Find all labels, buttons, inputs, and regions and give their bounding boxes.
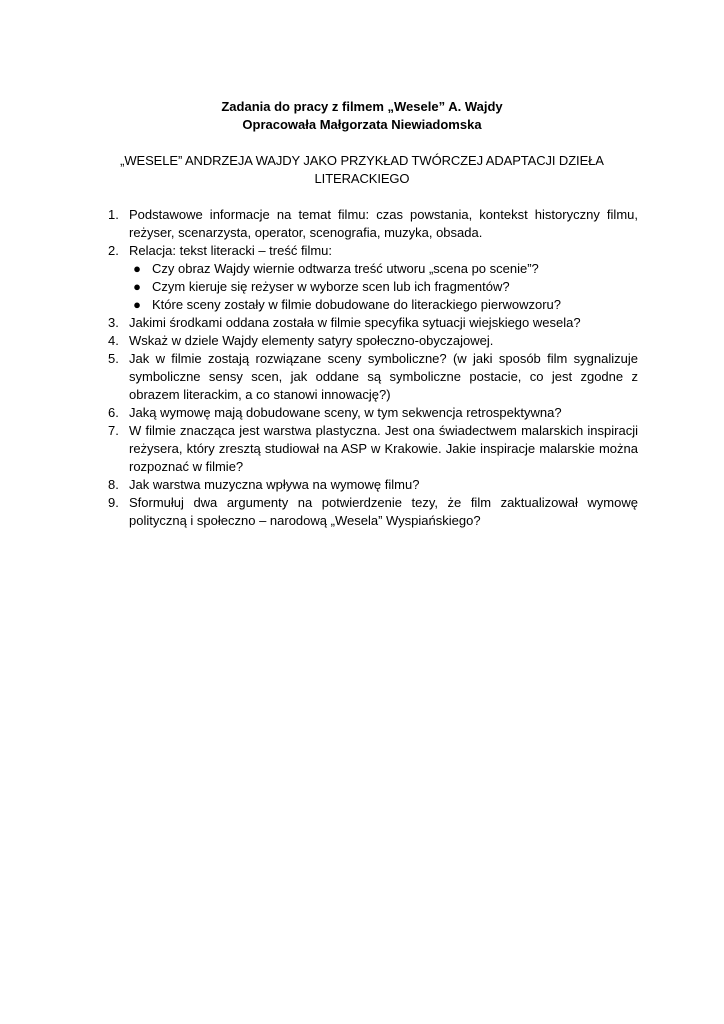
task-number: 3. — [108, 315, 119, 330]
task-item-3 — [86, 314, 638, 332]
task-text: W filmie znacząca jest warstwa plastyczna. Jest ona świadectwem malarskich inspiracji reżysera, który zresztą studiował na ASP w Krakowie. Jakie inspiracje malarskie można rozpoznać w filmie? — [129, 423, 638, 474]
task-number: 7. — [108, 423, 119, 438]
task-item-5 — [86, 350, 638, 404]
task-text: Sformułuj dwa argumenty na potwierdzenie tezy, że film zaktualizował wymowę polityczną i społeczno – narodową „Wesela” Wyspiańskiego? — [129, 495, 638, 528]
task-item-7 — [86, 422, 638, 476]
task-number: 9. — [108, 495, 119, 510]
document-title: Zadania do pracy z filmem „Wesele” A. Wajdy — [221, 99, 503, 114]
task-item-9 — [86, 494, 638, 530]
task-text: Jakimi środkami oddana została w filmie specyfika sytuacji wiejskiego wesela? — [129, 315, 581, 330]
task-number: 8. — [108, 477, 119, 492]
task-item-4 — [86, 332, 638, 350]
task-number: 4. — [108, 333, 119, 348]
bullet-item-3 — [129, 296, 638, 314]
bullet-icon: ● — [133, 261, 141, 276]
task-text: Relacja: tekst literacki – treść filmu: — [129, 243, 333, 258]
task-text: Jak warstwa muzyczna wpływa na wymowę filmu? — [129, 477, 420, 492]
task-text: Jak w filmie zostają rozwiązane sceny symboliczne? (w jaki sposób film sygnalizuje symboliczne sensy scen, jak oddane są symboliczne postacie, co jest zgodne z obrazem literackim, a co stanowi innowację?) — [129, 351, 638, 402]
task-item-2 — [86, 242, 638, 314]
document-author: Opracowała Małgorzata Niewiadomska — [242, 117, 482, 132]
task-list — [86, 206, 638, 530]
task-item-6 — [86, 404, 638, 422]
task-text: Podstawowe informacje na temat filmu: czas powstania, kontekst historyczny filmu, reżyser, scenarzysta, operator, scenografia, muzyka, obsada. — [129, 207, 638, 240]
bullet-icon: ● — [133, 297, 141, 312]
bullet-item-1 — [129, 260, 638, 278]
bullet-text: Czy obraz Wajdy wiernie odtwarza treść utworu „scena po scenie”? — [152, 261, 539, 276]
task-number: 5. — [108, 351, 119, 366]
task-item-1 — [86, 206, 638, 242]
document-header — [86, 98, 638, 134]
task-number: 1. — [108, 207, 119, 222]
task-text: Jaką wymowę mają dobudowane sceny, w tym sekwencja retrospektywna? — [129, 405, 562, 420]
task-text: Wskaż w dziele Wajdy elementy satyry społeczno-obyczajowej. — [129, 333, 494, 348]
bullet-item-2 — [129, 278, 638, 296]
task-bullet-list — [129, 260, 638, 314]
task-item-8 — [86, 476, 638, 494]
bullet-text: Które sceny zostały w filmie dobudowane do literackiego pierwowzoru? — [152, 297, 561, 312]
task-number: 2. — [108, 243, 119, 258]
bullet-icon: ● — [133, 279, 141, 294]
bullet-text: Czym kieruje się reżyser w wyborze scen lub ich fragmentów? — [152, 279, 510, 294]
task-number: 6. — [108, 405, 119, 420]
document-subtitle: „WESELE” ANDRZEJA WAJDY JAKO PRZYKŁAD TWÓRCZEJ ADAPTACJI DZIEŁA LITERACKIEGO — [120, 153, 604, 186]
